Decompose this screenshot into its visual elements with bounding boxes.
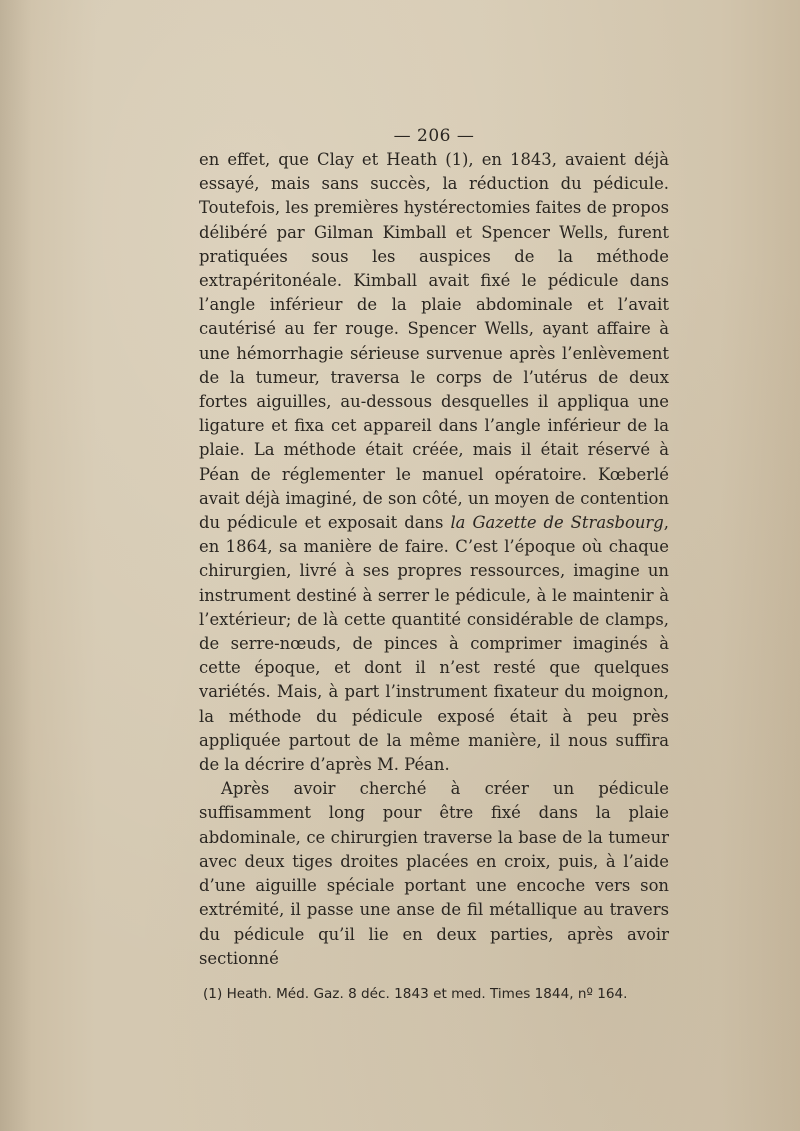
- text-block: [199, 124, 669, 1003]
- journal-title: la Gazette de Strasbourg: [450, 513, 664, 533]
- page-number: — 206 —: [393, 126, 475, 146]
- paragraph-1: [199, 148, 669, 777]
- text-segment: , en 1864, sa manière de faire. C’est l’époque où chaque chirurgien, livré à ses propres ressources, imagine un instrument destiné à serrer le pédicule, à le maintenir à l’extérieur; de là cette quantité considérable de clamps, de serre-nœuds, de pinces à comprimer imaginés à cette époque, et dont il n’est resté que quelques variétés. Mais, à part l’instrument fixateur du moignon, la méthode du pédicule exposé était à peu près appliquée partout de la même manière, il nous suffira de la décrire d’après M. Péan.: [199, 513, 669, 775]
- text-segment: en effet, que Clay et Heath (1), en 1843, avaient déjà essayé, mais sans succès, la réduction du pédicule. Toutefois, les premières hystérectomies faites de propos délibéré par Gilman Kimball et Spencer Wells, furent pratiquées sous les auspices de la méthode extrapéritonéale. Kimball avait fixé le pédicule dans l’angle inférieur de la plaie abdominale et l’avait cautérisé au fer rouge. Spencer Wells, ayant affaire à une hémorrhagie sérieuse survenue après l’enlèvement de la tumeur, traversa le corps de l’utérus de deux fortes aiguilles, au-dessous desquelles il appliqua une ligature et fixa cet appareil dans l’angle inférieur de la plaie. La méthode était créée, mais il était réservé à Péan de réglementer le manuel opératoire. Kœberlé avait déjà imaginé, de son côté, un moyen de contention du pédicule et exposait dans: [199, 150, 669, 533]
- footnote: (1) Heath. Méd. Gaz. 8 déc. 1843 et med. Times 1844, nº 164.: [203, 985, 628, 1002]
- paragraph-2: [199, 777, 669, 971]
- text-segment: Après avoir cherché à créer un pédicule suffisamment long pour être fixé dans la plaie abdominale, ce chirurgien traverse la base de la tumeur avec deux tiges droites placées en croix, puis, à l’aide d’une aiguille spéciale portant une encoche vers son extrémité, il passe une anse de fil métallique au travers du pédicule qu’il lie en deux parties, après avoir sectionné: [199, 779, 669, 968]
